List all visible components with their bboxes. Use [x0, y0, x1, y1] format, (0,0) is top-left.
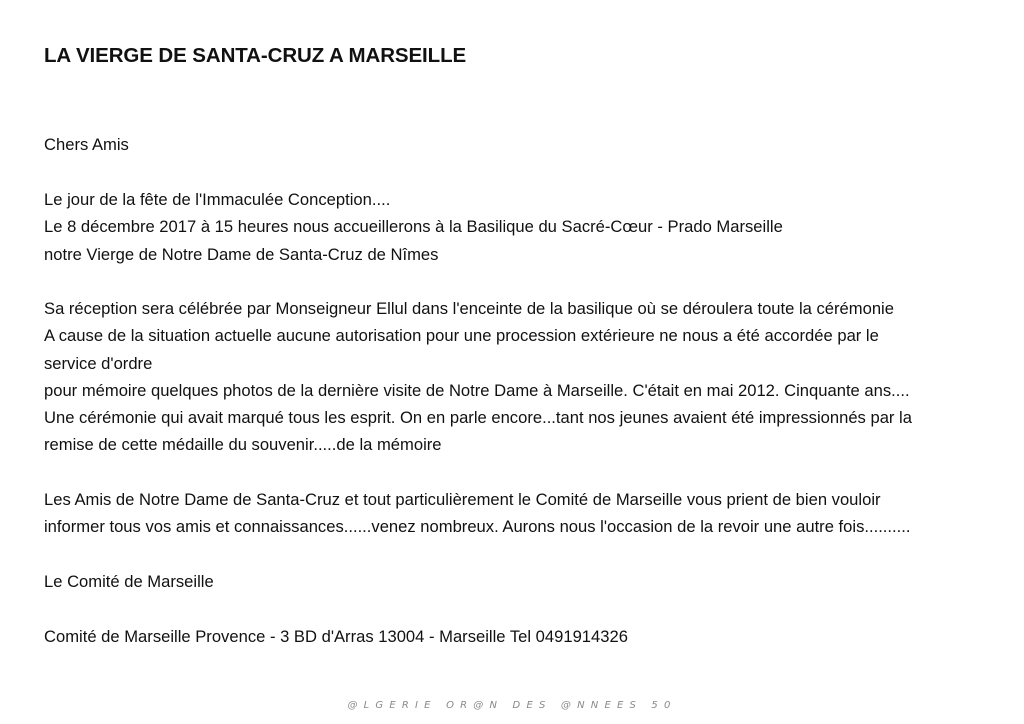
paragraph2-line-6: remise de cette médaille du souvenir.....de la mémoire [44, 435, 442, 454]
paragraph1-line-3: notre Vierge de Notre Dame de Santa-Cruz de Nîmes [44, 245, 439, 264]
contact-info: Comité de Marseille Provence - 3 BD d'Arras 13004 - Marseille Tel 0491914326 [44, 627, 628, 646]
paragraph2-line-3: service d'ordre [44, 354, 153, 373]
document-title: LA VIERGE DE SANTA-CRUZ A MARSEILLE [44, 44, 467, 67]
paragraph2-line-4: pour mémoire quelques photos de la dernière visite de Notre Dame à Marseille. C'était en mai 2012. Cinquante ans.... [44, 381, 910, 400]
signature: Le Comité de Marseille [44, 572, 214, 591]
paragraph2-line-1: Sa réception sera célébrée par Monseigneur Ellul dans l'enceinte de la basilique où se déroulera toute la cérémonie [44, 299, 894, 318]
paragraph2-line-5: Une cérémonie qui avait marqué tous les esprit. On en parle encore...tant nos jeunes avaient été impressionnés par la [44, 408, 912, 427]
paragraph3-line-2: informer tous vos amis et connaissances......venez nombreux. Aurons nous l'occasion de la revoir une autre fois.......... [44, 517, 911, 536]
footer-watermark: @LGERIE OR@N DES @NNEES 50 [347, 700, 677, 711]
paragraph1-line-1: Le jour de la fête de l'Immaculée Conception.... [44, 190, 391, 209]
paragraph3-line-1: Les Amis de Notre Dame de Santa-Cruz et tout particulièrement le Comité de Marseille vous prient de bien vouloir [44, 490, 881, 509]
greeting: Chers Amis [44, 135, 129, 154]
paragraph2-line-2: A cause de la situation actuelle aucune autorisation pour une procession extérieure ne nous a été accordée par le [44, 326, 879, 345]
paragraph1-line-2: Le 8 décembre 2017 à 15 heures nous accueillerons à la Basilique du Sacré-Cœur - Prado Marseille [44, 217, 783, 236]
